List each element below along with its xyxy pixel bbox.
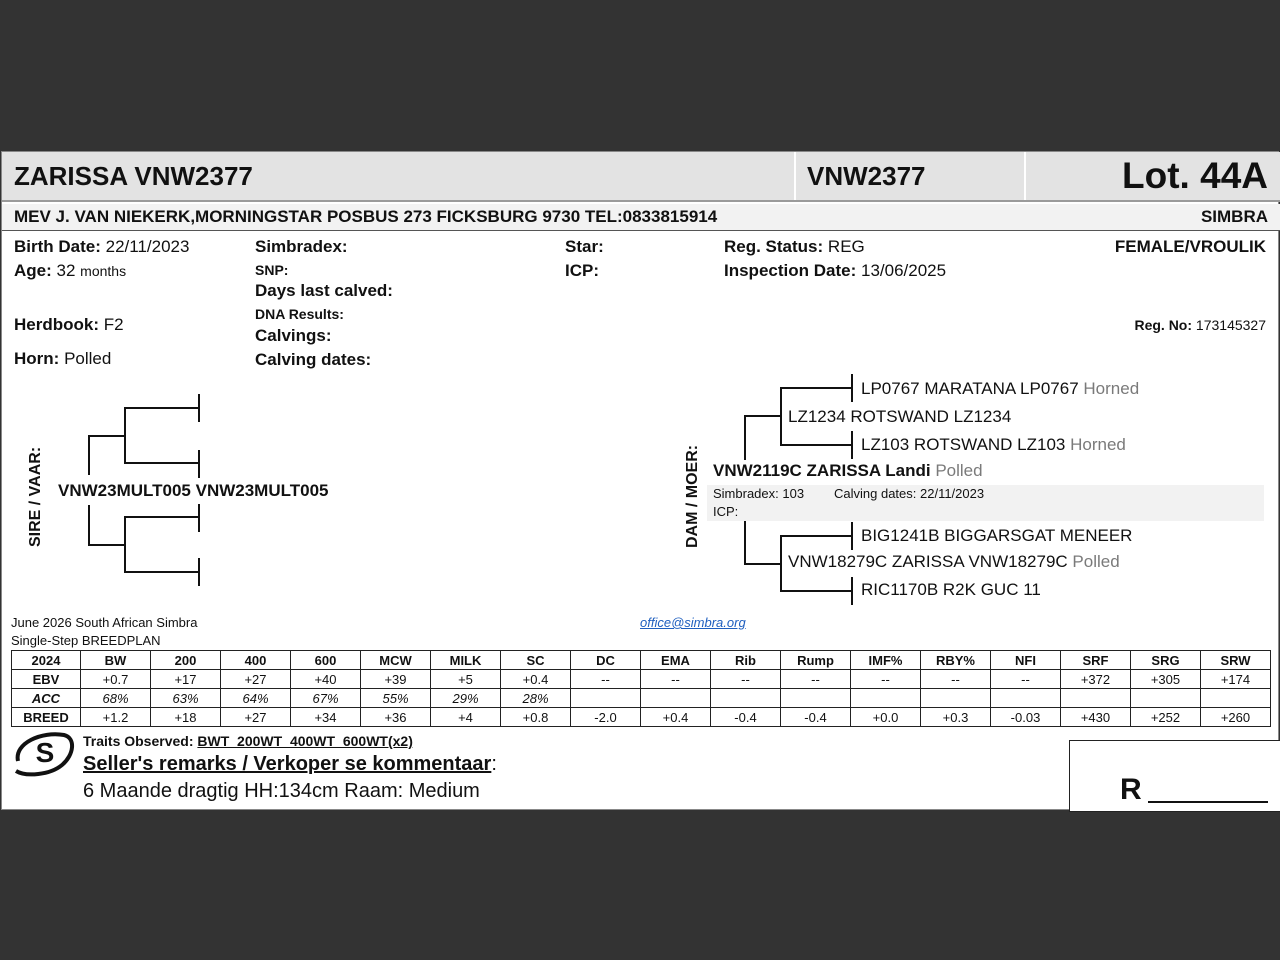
table-cell xyxy=(1061,689,1131,708)
table-header-row xyxy=(12,651,1271,670)
table-cell: +260 xyxy=(1201,708,1271,727)
age xyxy=(14,261,126,281)
dam-sire-sire-name: LP0767 MARATANA LP0767 xyxy=(861,379,1079,398)
pedigree-line xyxy=(198,558,200,586)
table-cell: -2.0 xyxy=(571,708,641,727)
table-cell: 67% xyxy=(291,689,361,708)
table-row-breed xyxy=(12,708,1271,727)
pedigree-line xyxy=(851,431,853,459)
horn-value: Polled xyxy=(64,349,112,368)
inspection-date xyxy=(724,261,946,281)
table-cell: 28% xyxy=(501,689,571,708)
table-cell: EMA xyxy=(641,651,711,670)
pedigree-line xyxy=(780,535,782,591)
table-cell: +18 xyxy=(151,708,221,727)
table-cell: +0.7 xyxy=(81,670,151,689)
table-cell: BREED xyxy=(12,708,81,727)
pedigree-line xyxy=(124,407,199,409)
table-cell: SRG xyxy=(1131,651,1201,670)
herdbook xyxy=(14,315,124,335)
header-divider xyxy=(794,152,796,200)
pedigree-line xyxy=(124,516,126,572)
table-cell: +372 xyxy=(1061,670,1131,689)
snp-label: SNP: xyxy=(255,262,289,278)
table-cell: +39 xyxy=(361,670,431,689)
calving-dates-label: Calving dates: xyxy=(255,350,372,369)
table-cell: +1.2 xyxy=(81,708,151,727)
table-row-acc xyxy=(12,689,1271,708)
table-cell: 400 xyxy=(221,651,291,670)
table-cell: +0.4 xyxy=(501,670,571,689)
owner-details: MEV J. VAN NIEKERK,MORNINGSTAR POSBUS 273 FICKSBURG 9730 TEL:0833815914 xyxy=(14,207,718,226)
birth-date-label: Birth Date: xyxy=(14,237,101,256)
sire-name: VNW23MULT005 VNW23MULT005 xyxy=(58,481,329,500)
table-row-ebv xyxy=(12,670,1271,689)
birth-date xyxy=(14,237,189,257)
table-cell: +4 xyxy=(431,708,501,727)
table-cell xyxy=(781,689,851,708)
table-cell: +0.0 xyxy=(851,708,921,727)
calvings-label: Calvings: xyxy=(255,326,332,345)
sex: FEMALE/VROULIK xyxy=(1114,237,1266,256)
table-cell: 29% xyxy=(431,689,501,708)
birth-date-value: 22/11/2023 xyxy=(105,237,190,256)
age-value: 32 xyxy=(56,261,76,280)
table-cell: EBV xyxy=(12,670,81,689)
dam-simbradex: Simbradex: 103 xyxy=(713,486,805,501)
table-cell: +430 xyxy=(1061,708,1131,727)
table-cell: 600 xyxy=(291,651,361,670)
table-cell: -- xyxy=(641,670,711,689)
table-cell: -0.03 xyxy=(991,708,1061,727)
remarks-colon: : xyxy=(491,753,497,775)
table-cell xyxy=(1201,689,1271,708)
traits-observed xyxy=(83,733,413,749)
simbra-logo-icon xyxy=(12,729,76,779)
table-cell: SRF xyxy=(1061,651,1131,670)
simbradex-label: Simbradex: xyxy=(255,237,348,256)
table-cell: RBY% xyxy=(921,651,991,670)
dam-sire-name: LZ1234 ROTSWAND LZ1234 xyxy=(788,407,1012,426)
herdbook-label: Herdbook: xyxy=(14,315,99,334)
breedplan-title: June 2026 South African Simbra xyxy=(11,615,198,630)
sire-label: SIRE / VAAR: xyxy=(27,446,44,547)
table-cell: MCW xyxy=(361,651,431,670)
table-cell: -- xyxy=(851,670,921,689)
pedigree-line xyxy=(88,505,90,545)
table-cell: BW xyxy=(81,651,151,670)
dam-dam xyxy=(788,552,1120,572)
table-cell: DC xyxy=(571,651,641,670)
table-cell: -- xyxy=(571,670,641,689)
pedigree-line xyxy=(198,450,200,478)
breedplan-subtitle: Single-Step BREEDPLAN xyxy=(11,633,161,648)
seller-remarks-heading xyxy=(83,753,497,776)
seller-remarks-text: 6 Maande dragtig HH:134cm Raam: Medium xyxy=(83,780,480,802)
table-cell: 63% xyxy=(151,689,221,708)
pedigree-line xyxy=(88,435,90,475)
table-cell: +252 xyxy=(1131,708,1201,727)
pedigree-line xyxy=(198,504,200,532)
dam-sire-dam-horn: Horned xyxy=(1070,435,1126,454)
lot-card xyxy=(1,151,1279,810)
dam-icp: ICP: xyxy=(713,504,739,519)
pedigree-line xyxy=(124,571,199,573)
remarks-label: Seller's remarks / Verkoper se kommentaar xyxy=(83,753,492,775)
table-cell: IMF% xyxy=(851,651,921,670)
dna-results-label: DNA Results: xyxy=(255,306,344,322)
table-cell: +36 xyxy=(361,708,431,727)
ebv-table xyxy=(11,650,1271,727)
pedigree-line xyxy=(744,521,746,565)
dam-sire-dam xyxy=(861,435,1126,455)
reg-status-value: REG xyxy=(827,237,865,256)
owner-bar xyxy=(2,204,1280,231)
table-cell: SRW xyxy=(1201,651,1271,670)
table-cell xyxy=(1131,689,1201,708)
table-cell xyxy=(641,689,711,708)
herdbook-value: F2 xyxy=(103,315,124,334)
days-last-calved-label: Days last calved: xyxy=(255,281,393,300)
dam-dam-dam-name: RIC1170B R2K GUC 11 xyxy=(861,580,1041,599)
pedigree-line xyxy=(198,394,200,422)
price-box xyxy=(1069,740,1280,812)
dam-horn: Polled xyxy=(935,461,983,480)
animal-id: VNW2377 xyxy=(807,161,926,191)
dam-dam-horn: Polled xyxy=(1072,552,1120,571)
pedigree-line xyxy=(851,577,853,605)
table-cell xyxy=(921,689,991,708)
dam-name: VNW2119C ZARISSA Landi xyxy=(713,461,931,480)
pedigree-line xyxy=(88,435,126,437)
dam-sire-dam-name: LZ103 ROTSWAND LZ103 xyxy=(861,435,1066,454)
table-cell: 55% xyxy=(361,689,431,708)
pedigree-line xyxy=(744,563,782,565)
pedigree-line xyxy=(744,415,746,460)
table-cell: -- xyxy=(921,670,991,689)
table-cell: -0.4 xyxy=(711,708,781,727)
pedigree-line xyxy=(851,374,853,402)
table-cell: +34 xyxy=(291,708,361,727)
dam-calving-dates: Calving dates: 22/11/2023 xyxy=(834,486,985,501)
table-cell: -- xyxy=(711,670,781,689)
dam-label: DAM / MOER: xyxy=(684,444,701,548)
email-link[interactable]: office@simbra.org xyxy=(640,615,746,630)
table-cell: 68% xyxy=(81,689,151,708)
dam xyxy=(713,461,983,481)
pedigree-line xyxy=(780,590,852,592)
reg-status xyxy=(724,237,865,257)
table-cell: NFI xyxy=(991,651,1061,670)
pedigree-line xyxy=(851,522,853,550)
table-cell xyxy=(711,689,781,708)
table-cell xyxy=(851,689,921,708)
table-cell: 2024 xyxy=(12,651,81,670)
lot-number: Lot. 44A xyxy=(1122,155,1268,196)
animal-name: ZARISSA VNW2377 xyxy=(14,161,253,191)
price-input-line[interactable] xyxy=(1148,801,1268,803)
pedigree-line xyxy=(124,516,199,518)
table-cell: +27 xyxy=(221,670,291,689)
reg-status-label: Reg. Status: xyxy=(724,237,824,256)
table-cell xyxy=(571,689,641,708)
table-cell: Rib xyxy=(711,651,781,670)
breed-name: SIMBRA xyxy=(1200,207,1268,226)
age-label: Age: xyxy=(14,261,52,280)
dam-sire-sire xyxy=(861,379,1139,399)
logo-letter: S xyxy=(35,737,55,768)
horn-label: Horn: xyxy=(14,349,60,368)
dam-sire-sire-horn: Horned xyxy=(1083,379,1140,398)
table-cell: -- xyxy=(781,670,851,689)
table-cell: +40 xyxy=(291,670,361,689)
table-cell: +174 xyxy=(1201,670,1271,689)
horn xyxy=(14,349,111,369)
table-cell: MILK xyxy=(431,651,501,670)
table-cell: +17 xyxy=(151,670,221,689)
pedigree-line xyxy=(124,462,199,464)
table-cell: +0.8 xyxy=(501,708,571,727)
star-label: Star: xyxy=(565,237,604,256)
dam-dam-name: VNW18279C ZARISSA VNW18279C xyxy=(788,552,1068,571)
table-cell: -- xyxy=(991,670,1061,689)
table-cell: +305 xyxy=(1131,670,1201,689)
reg-no-value: 173145327 xyxy=(1195,317,1266,333)
inspection-date-value: 13/06/2025 xyxy=(860,261,947,280)
reg-no xyxy=(1134,317,1266,333)
reg-no-label: Reg. No: xyxy=(1134,317,1193,333)
table-cell: SC xyxy=(501,651,571,670)
table-cell xyxy=(991,689,1061,708)
pedigree-line xyxy=(780,444,852,446)
dam-dam-sire-name: BIG1241B BIGGARSGAT MENEER xyxy=(861,526,1133,545)
table-cell: ACC xyxy=(12,689,81,708)
price-label: R xyxy=(1120,773,1142,806)
traits-label: Traits Observed: xyxy=(83,733,194,749)
pedigree-line xyxy=(780,535,852,537)
table-cell: 200 xyxy=(151,651,221,670)
age-unit: months xyxy=(80,263,127,279)
pedigree-line xyxy=(744,415,782,417)
table-cell: Rump xyxy=(781,651,851,670)
table-cell: +0.4 xyxy=(641,708,711,727)
inspection-date-label: Inspection Date: xyxy=(724,261,857,280)
table-cell: 64% xyxy=(221,689,291,708)
icp-label: ICP: xyxy=(565,261,599,280)
header-divider xyxy=(1024,152,1026,200)
traits-value: BWT 200WT 400WT 600WT(x2) xyxy=(197,733,413,749)
pedigree-line xyxy=(780,387,852,389)
pedigree-line xyxy=(88,544,126,546)
card-header xyxy=(2,152,1280,202)
table-cell: +5 xyxy=(431,670,501,689)
table-cell: +0.3 xyxy=(921,708,991,727)
table-cell: -0.4 xyxy=(781,708,851,727)
table-cell: +27 xyxy=(221,708,291,727)
